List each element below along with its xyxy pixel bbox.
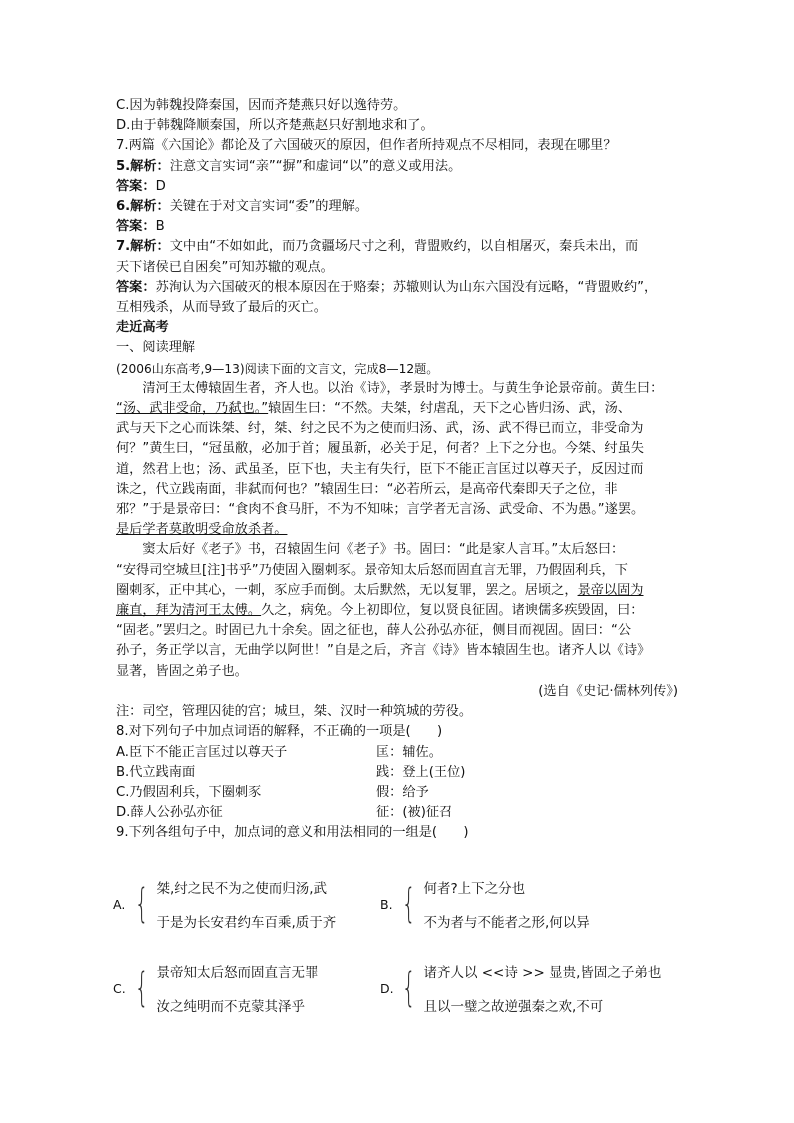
passage-text: 久之，病免。今上初即位，复以贤良征固。诸谀儒多疾毁固，曰： [261, 603, 644, 619]
choice-pair [156, 877, 336, 931]
analysis-text: 关键在于对文言实词“委”的理解。 [169, 199, 369, 215]
passage-p1-line3: 武与天下之心而诛桀、纣，桀、纣之民不为之使而归汤、武，汤、武不得已而立，非受命为 [116, 421, 644, 437]
subsection-heading: 一、阅读理解 [116, 340, 196, 356]
analysis-label: 7.解析： [116, 239, 170, 255]
choice-label: D. [380, 980, 394, 996]
answer-label: 答案： [116, 279, 156, 295]
choice-d [380, 961, 661, 1015]
analysis-label: 5.解析： [116, 158, 170, 174]
answer-6 [116, 217, 686, 237]
passage-p1-line5: 道，然君上也；汤、武虽圣，臣下也，夫主有失行，臣下不能正言匡过以尊天子，反因过而 [116, 461, 644, 477]
brace: { [401, 965, 416, 1011]
choice-label: B. [380, 896, 393, 912]
passage-text: 圈刺豕，正中其心，一刺，豕应手而倒。太后默然，无以复罪，罢之。居顷之， [116, 582, 578, 598]
underlined-sentence: 廉直，拜为清河王太傅。 [116, 603, 262, 619]
option-explanation: 匡：辅佐。 [376, 744, 442, 760]
choice-a [113, 877, 336, 931]
choice-sentence-1: 景帝知太后怒而固直言无罪 [156, 965, 319, 981]
choice-b [380, 877, 590, 931]
passage-p1-line6: 诛之，代立践南面，非弑而何也？”辕固生曰：“必若所云，是高帝代秦即天子之位，非 [116, 481, 618, 497]
answer-label: 答案： [116, 219, 156, 235]
analysis-7 [116, 237, 686, 257]
choice-c [113, 961, 318, 1015]
brace: { [134, 881, 149, 927]
choice-label: C. [113, 980, 126, 996]
q8-option-b [116, 763, 686, 783]
answer-value: B [155, 219, 165, 235]
footnote: 注：司空，管理囚徒的宫；城旦，桀、汉时一种筑城的劳役。 [116, 704, 473, 720]
choice-sentence-1: 何者?上下之分也 [423, 881, 526, 897]
option-explanation: 践：登上(王位) [376, 764, 466, 780]
passage-p1-line7: 邪？”于是景帝曰：“食肉不食马肝，不为不知味；言学者无言汤、武受命、不为愚。”遂罢。 [116, 502, 645, 518]
q8-option-a [116, 743, 686, 763]
analysis-7-cont: 天下诸侯已自困矣”可知苏辙的观点。 [116, 259, 334, 275]
underlined-sentence: 景帝以固为 [577, 582, 644, 598]
analysis-6 [116, 197, 686, 217]
choice-label: A. [113, 896, 126, 912]
q8-option-d [116, 803, 686, 823]
choice-sentence-2: 于是为长安君约车百乘,质于齐 [156, 915, 337, 931]
choice-pair [156, 961, 318, 1015]
passage-p1-line2 [116, 399, 686, 419]
passage-p1-line8 [116, 520, 686, 540]
answer-7-cont: 互相残杀，从而导致了最后的灭亡。 [116, 300, 327, 316]
question-9: 9.下列各组句子中，加点词的意义和用法相同的一组是( ) [116, 825, 469, 841]
option-c-line: C.因为韩魏投降秦国，因而齐楚燕只好以逸待劳。 [116, 98, 407, 113]
citation: (选自《史记·儒林列传》) [538, 683, 678, 699]
question-7: 7.两篇《六国论》都论及了六国破灭的原因，但作者所持观点不尽相同，表现在哪里？ [116, 138, 617, 154]
answer-value: D [155, 178, 166, 194]
option-explanation: 假：给予 [376, 784, 429, 800]
passage-p2-line5: “固老。”罢归之。时固已九十余矣。固之征也，薛人公孙弘亦征，侧目而视固。固曰：“公 [116, 623, 632, 639]
underlined-sentence: 是后学者莫敢明受命放杀者。 [116, 522, 288, 538]
passage-p2-line3 [116, 581, 686, 601]
analysis-label: 6.解析： [116, 199, 170, 215]
choice-sentence-1: 诸齐人以 <<诗 >> 显贵,皆固之子弟也 [423, 965, 662, 981]
passage-text: 辕固生曰：“不然。夫桀，纣虐乱，天下之心皆归汤、武，汤、 [268, 401, 632, 417]
option-sentence: D.薛人公孙弘亦征 [116, 805, 223, 821]
choice-sentence-2: 且以一璧之故逆强秦之欢,不可 [423, 999, 604, 1015]
choice-pair [423, 961, 661, 1015]
answer-text: 苏洵认为六国破灭的根本原因在于赂秦；苏辙则认为山东六国没有远略，“背盟败约”， [155, 279, 658, 295]
analysis-text: 注意文言实词“亲”“摒”和虚词“以”的意义或用法。 [169, 158, 462, 174]
exam-source: (2006山东高考,9—13)阅读下面的文言文，完成8—12题。 [116, 361, 439, 376]
answer-7 [116, 278, 686, 298]
passage-p1-line1: 清河王太傅辕固生者，齐人也。以治《诗》，孝景时为博士。与黄生争论景帝前。黄生曰： [142, 380, 664, 396]
q8-option-c [116, 783, 686, 803]
option-sentence: B.代立践南面 [116, 764, 196, 780]
passage-p2-line4 [116, 601, 686, 621]
option-sentence: A.臣下不能正言匡过以尊天子 [116, 744, 288, 760]
choice-pair [423, 877, 589, 931]
passage-p2-line6: 孙子，务正学以言，无曲学以阿世！”自是之后，齐言《诗》皆本辕固生也。诸齐人以《诗》 [116, 643, 651, 659]
choice-sentence-2: 汝之纯明而不克蒙其泽乎 [156, 999, 305, 1015]
passage-p1-line4: 何？”黄生曰，“冠虽敝，必加于首；履虽新，必关于足，何者？上下之分也。今桀、纣虽失 [116, 441, 644, 457]
section-heading: 走近高考 [116, 320, 169, 336]
answer-5 [116, 177, 686, 197]
question-8: 8.对下列句子中加点词语的解释，不正确的一项是( ) [116, 724, 443, 740]
answer-label: 答案： [116, 178, 156, 194]
brace: { [401, 881, 416, 927]
option-explanation: 征：(被)征召 [376, 805, 453, 821]
brace: { [134, 965, 149, 1011]
choice-sentence-1: 桀,纣之民不为之使而归汤,武 [156, 881, 328, 897]
underlined-sentence: “汤、武非受命，乃弑也。” [116, 401, 269, 417]
choice-sentence-2: 不为者与不能者之形,何以异 [423, 915, 590, 931]
document-page [116, 96, 686, 844]
analysis-5 [116, 157, 686, 177]
passage-p2-line1: 窦太后好《老子》书，召辕固生问《老子》书。固曰：“此是家人言耳。”太后怒曰： [142, 542, 625, 558]
analysis-text: 文中由“不如如此，而乃贪疆场尺寸之利，背盟败约，以自相屠灭，秦兵未出，而 [169, 239, 639, 255]
option-sentence: C.乃假固利兵，下圈刺豕 [116, 784, 262, 800]
option-d-line: D.由于韩魏降顺秦国，所以齐楚燕赵只好割地求和了。 [116, 118, 434, 134]
passage-p2-line7: 显著，皆固之弟子也。 [116, 663, 248, 679]
passage-p2-line2: “安得司空城旦[注]书乎”乃使固入圈刺豕。景帝知太后怒而固直言无罪，乃假固利兵，下 [116, 562, 628, 578]
